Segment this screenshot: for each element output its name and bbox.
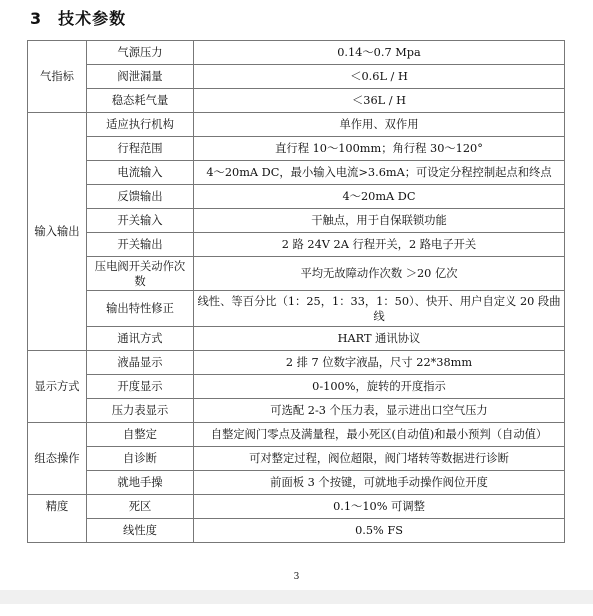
spec-table	[27, 40, 565, 543]
table-row	[28, 519, 565, 543]
table-row	[28, 185, 565, 209]
group-label: 组态操作	[28, 423, 87, 495]
param-label: 自整定	[87, 423, 194, 447]
table-row	[28, 41, 565, 65]
param-value: 可对整定过程，阀位超限，阀门堵转等数据进行诊断	[194, 447, 565, 471]
param-label: 输出特性修正	[87, 291, 194, 327]
table-row	[28, 113, 565, 137]
param-value: 干触点，用于自保联锁功能	[194, 209, 565, 233]
param-label: 压力表显示	[87, 399, 194, 423]
table-row	[28, 351, 565, 375]
param-label: 就地手操	[87, 471, 194, 495]
param-value: 0.5% FS	[194, 519, 565, 543]
param-label: 阀泄漏量	[87, 65, 194, 89]
group-label: 显示方式	[28, 351, 87, 423]
table-row	[28, 375, 565, 399]
group-label: 输入输出	[28, 113, 87, 351]
param-label: 开关输出	[87, 233, 194, 257]
param-label: 适应执行机构	[87, 113, 194, 137]
table-row	[28, 447, 565, 471]
param-label: 液晶显示	[87, 351, 194, 375]
group-label: 精度	[28, 495, 87, 543]
param-value: 4～20mA DC	[194, 185, 565, 209]
param-value: 直行程 10～100mm；角行程 30～120°	[194, 137, 565, 161]
page-bottom-band	[0, 590, 593, 604]
table-row	[28, 291, 565, 327]
param-label: 电流输入	[87, 161, 194, 185]
table-row	[28, 471, 565, 495]
param-value: 2 排 7 位数字液晶，尺寸 22*38mm	[194, 351, 565, 375]
table-row	[28, 423, 565, 447]
section-title: 技术参数	[58, 9, 127, 28]
param-value: 平均无故障动作次数 ＞20 亿次	[194, 257, 565, 291]
table-row	[28, 209, 565, 233]
param-value: ＜36L / H	[194, 89, 565, 113]
param-value: 单作用、双作用	[194, 113, 565, 137]
param-label: 死区	[87, 495, 194, 519]
param-value: ＜0.6L / H	[194, 65, 565, 89]
table-row	[28, 257, 565, 291]
group-label: 气指标	[28, 41, 87, 113]
param-label: 行程范围	[87, 137, 194, 161]
param-value: 前面板 3 个按键，可就地手动操作阀位开度	[194, 471, 565, 495]
table-row	[28, 161, 565, 185]
table-row	[28, 137, 565, 161]
param-value: HART 通讯协议	[194, 327, 565, 351]
param-label: 开度显示	[87, 375, 194, 399]
param-value: 线性、等百分比（1：25，1：33，1：50）、快开、用户自定义 20 段曲线	[194, 291, 565, 327]
param-label: 气源压力	[87, 41, 194, 65]
param-label: 反馈输出	[87, 185, 194, 209]
param-value: 0-100%，旋转的开度指示	[194, 375, 565, 399]
param-value: 4～20mA DC，最小输入电流>3.6mA；可设定分程控制起点和终点	[194, 161, 565, 185]
table-row	[28, 89, 565, 113]
param-label: 开关输入	[87, 209, 194, 233]
section-heading	[30, 6, 126, 29]
table-row	[28, 327, 565, 351]
param-value: 0.14～0.7 Mpa	[194, 41, 565, 65]
param-label: 稳态耗气量	[87, 89, 194, 113]
param-label: 线性度	[87, 519, 194, 543]
param-label: 自诊断	[87, 447, 194, 471]
page-number: 3	[293, 572, 300, 582]
table-row	[28, 495, 565, 519]
param-label: 压电阀开关动作次数	[87, 257, 194, 291]
param-value: 可选配 2-3 个压力表，显示进出口空气压力	[194, 399, 565, 423]
table-row	[28, 399, 565, 423]
param-label: 通讯方式	[87, 327, 194, 351]
table-row	[28, 233, 565, 257]
param-value: 自整定阀门零点及满量程，最小死区(自动值)和最小预判（自动值）	[194, 423, 565, 447]
param-value: 0.1～10% 可调整	[194, 495, 565, 519]
param-value: 2 路 24V 2A 行程开关，2 路电子开关	[194, 233, 565, 257]
table-row	[28, 65, 565, 89]
section-number: 3	[30, 9, 43, 28]
